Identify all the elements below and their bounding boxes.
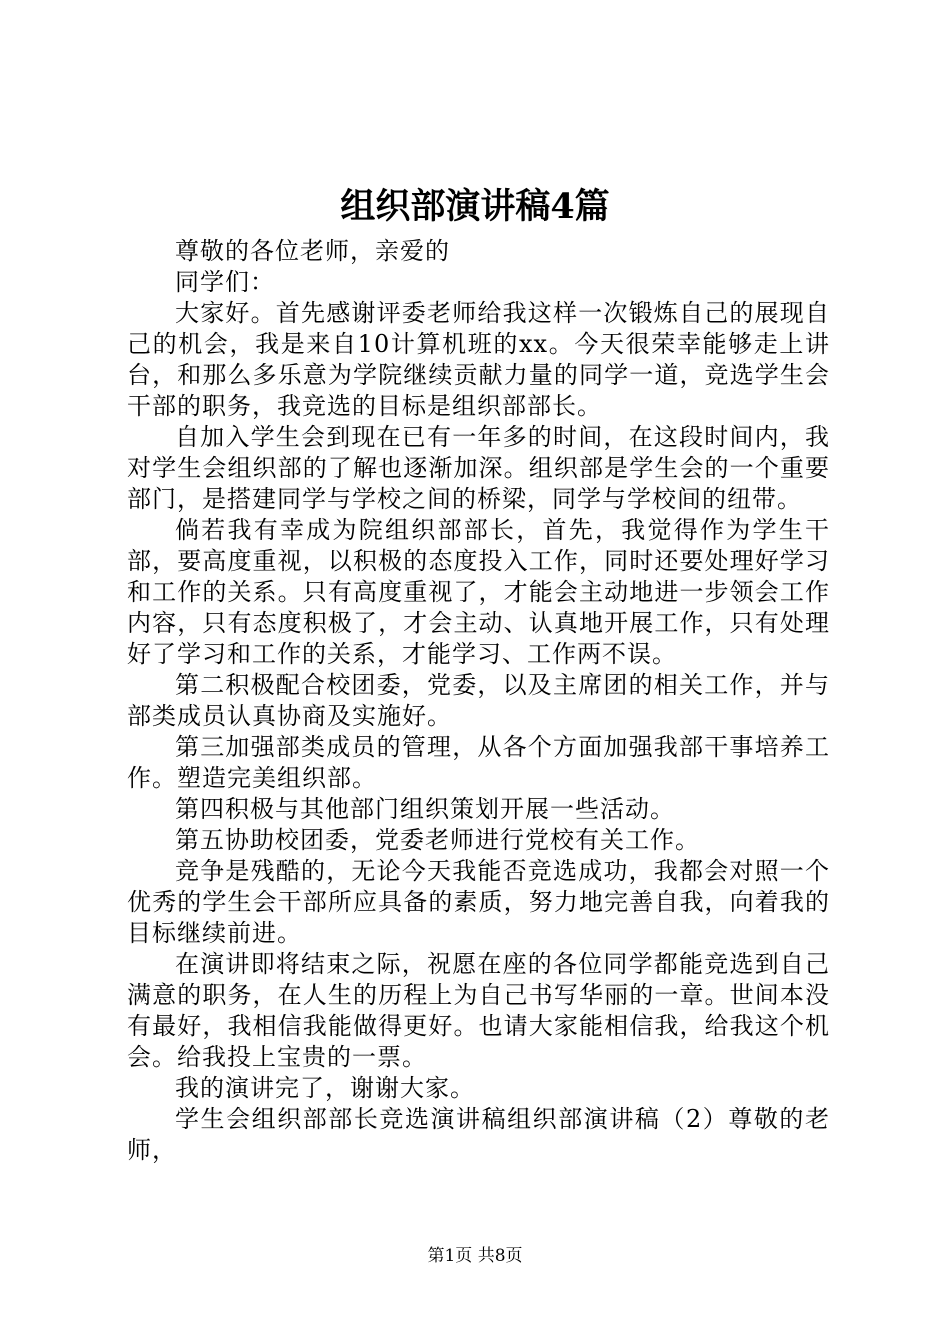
paragraph: 在演讲即将结束之际，祝愿在座的各位同学都能竞选到自己满意的职务，在人生的历程上为自己书写华丽的一章。世间本没有最好，我相信我能做得更好。也请大家能相信我，给我这个机会。给我投上宝贵的一票。 [127, 950, 830, 1071]
document-title: 组织部演讲稿4篇 [340, 186, 610, 227]
paragraph: 第二积极配合校团委，党委，以及主席团的相关工作，并与部类成员认真协商及实施好。 [127, 671, 830, 730]
paragraph: 第五协助校团委，党委老师进行党校有关工作。 [175, 826, 700, 854]
paragraph: 尊敬的各位老师，亲爱的 [175, 237, 450, 265]
paragraph: 竞争是残酷的，无论今天我能否竞选成功，我都会对照一个优秀的学生会干部所应具备的素质，努力地完善自我，向着我的目标继续前进。 [127, 857, 830, 947]
paragraph: 我的演讲完了，谢谢大家。 [175, 1074, 475, 1102]
paragraph: 倘若我有幸成为院组织部部长，首先，我觉得作为学生干部，要高度重视，以积极的态度投入工作，同时还要处理好学习和工作的关系。只有高度重视了，才能会主动地进一步领会工作内容，只有态度积极了，才会主动、认真地开展工作，只有处理好了学习和工作的关系，才能学习、工作两不误。 [127, 516, 830, 668]
paragraph: 自加入学生会到现在已有一年多的时间，在这段时间内，我对学生会组织部的了解也逐渐加深。组织部是学生会的一个重要部门，是搭建同学与学校之间的桥梁，同学与学校间的纽带。 [127, 423, 830, 513]
paragraph: 同学们： [175, 268, 275, 296]
paragraph: 大家好。首先感谢评委老师给我这样一次锻炼自己的展现自己的机会，我是来自10计算机班的xx。今天很荣幸能够走上讲台，和那么多乐意为学院继续贡献力量的同学一道，竞选学生会干部的职务，我竞选的目标是组织部部长。 [127, 299, 830, 420]
document-body [127, 236, 830, 1166]
page-footer: 第1页 共8页 [427, 1246, 523, 1266]
paragraph: 学生会组织部部长竞选演讲稿组织部演讲稿（2）尊敬的老师， [127, 1105, 830, 1164]
paragraph: 第三加强部类成员的管理，从各个方面加强我部干事培养工作。塑造完美组织部。 [127, 733, 830, 792]
paragraph: 第四积极与其他部门组织策划开展一些活动。 [175, 795, 675, 823]
